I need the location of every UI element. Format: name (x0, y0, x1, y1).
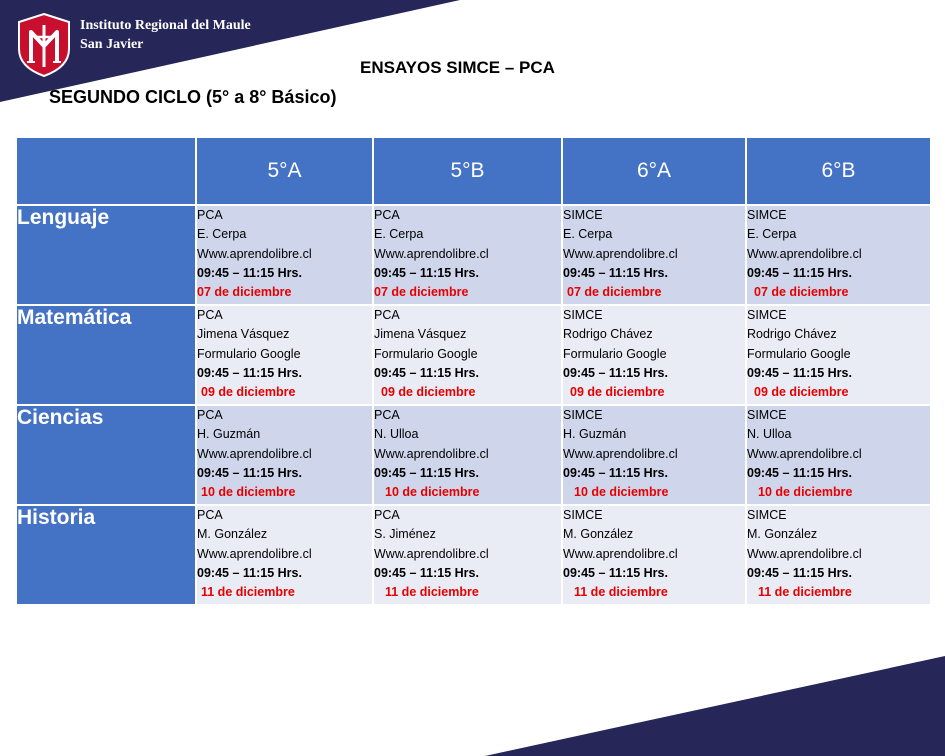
time-range: 09:45 – 11:15 Hrs. (747, 565, 852, 580)
schedule-cell (562, 405, 746, 505)
exam-date: 09 de diciembre (570, 385, 665, 400)
exam-date: 09 de diciembre (201, 385, 296, 400)
schedule-cell (196, 405, 373, 505)
exam-date: 11 de diciembre (385, 585, 479, 600)
teacher-name: Rodrigo Chávez (563, 327, 653, 342)
subject-label: Matemática (16, 305, 196, 405)
teacher-name: H. Guzmán (563, 427, 627, 442)
platform: Www.aprendolibre.cl (563, 546, 678, 561)
schedule-cell (562, 205, 746, 305)
schedule-cell (746, 405, 931, 505)
platform: Www.aprendolibre.cl (197, 446, 312, 461)
platform: Www.aprendolibre.cl (197, 246, 312, 261)
platform: Formulario Google (747, 346, 851, 361)
time-range: 09:45 – 11:15 Hrs. (747, 465, 852, 480)
column-header-6b: 6°B (746, 137, 931, 205)
exam-type: PCA (374, 508, 400, 522)
time-range: 09:45 – 11:15 Hrs. (374, 265, 479, 280)
teacher-name: N. Ulloa (747, 427, 792, 442)
schedule-cell (196, 505, 373, 605)
exam-type: PCA (197, 508, 223, 522)
page-subtitle: SEGUNDO CICLO (5° a 8° Básico) (49, 87, 337, 107)
exam-type: SIMCE (563, 408, 603, 422)
platform: Formulario Google (563, 346, 667, 361)
exam-date: 10 de diciembre (758, 485, 853, 500)
exam-type: SIMCE (747, 308, 787, 322)
teacher-name: Jimena Vásquez (374, 327, 467, 342)
platform: Www.aprendolibre.cl (563, 446, 678, 461)
teacher-name: Rodrigo Chávez (747, 327, 837, 342)
platform: Www.aprendolibre.cl (563, 246, 678, 261)
teacher-name: M. González (747, 527, 818, 542)
exam-date: 10 de diciembre (201, 485, 296, 500)
table-row (16, 405, 931, 505)
exam-type: PCA (374, 208, 400, 222)
schedule-cell (562, 305, 746, 405)
platform: Www.aprendolibre.cl (747, 546, 862, 561)
schedule-cell (373, 505, 562, 605)
exam-date: 09 de diciembre (754, 385, 849, 400)
exam-type: SIMCE (747, 408, 787, 422)
time-range: 09:45 – 11:15 Hrs. (197, 265, 302, 280)
teacher-name: N. Ulloa (374, 427, 419, 442)
schedule-table (15, 136, 932, 606)
schedule-cell (562, 505, 746, 605)
exam-type: PCA (374, 408, 400, 422)
exam-type: SIMCE (747, 208, 787, 222)
time-range: 09:45 – 11:15 Hrs. (374, 565, 479, 580)
institution-name (80, 16, 251, 54)
exam-date: 07 de diciembre (567, 285, 662, 300)
table-row (16, 205, 931, 305)
header-corner-cell (16, 137, 196, 205)
schedule-cell (746, 305, 931, 405)
time-range: 09:45 – 11:15 Hrs. (374, 365, 479, 380)
platform: Www.aprendolibre.cl (374, 446, 489, 461)
time-range: 09:45 – 11:15 Hrs. (197, 365, 302, 380)
exam-date: 11 de diciembre (758, 585, 852, 600)
schedule-cell (746, 205, 931, 305)
schedule-cell (373, 205, 562, 305)
table-header-row (16, 137, 931, 205)
table-row (16, 505, 931, 605)
institute-logo-icon (16, 13, 72, 77)
exam-date: 11 de diciembre (574, 585, 668, 600)
institution-line-1: Instituto Regional del Maule (80, 18, 251, 33)
teacher-name: E. Cerpa (563, 227, 613, 242)
time-range: 09:45 – 11:15 Hrs. (197, 565, 302, 580)
institution-line-2: San Javier (80, 37, 144, 52)
time-range: 09:45 – 11:15 Hrs. (563, 365, 668, 380)
platform: Www.aprendolibre.cl (374, 246, 489, 261)
subject-label: Lenguaje (16, 205, 196, 305)
page-title: ENSAYOS SIMCE – PCA (360, 58, 555, 77)
schedule-cell (373, 305, 562, 405)
platform: Www.aprendolibre.cl (747, 446, 862, 461)
exam-type: SIMCE (563, 208, 603, 222)
exam-type: PCA (197, 408, 223, 422)
subject-label: Ciencias (16, 405, 196, 505)
time-range: 09:45 – 11:15 Hrs. (563, 465, 668, 480)
time-range: 09:45 – 11:15 Hrs. (563, 265, 668, 280)
teacher-name: E. Cerpa (747, 227, 797, 242)
teacher-name: M. González (197, 527, 268, 542)
time-range: 09:45 – 11:15 Hrs. (747, 365, 852, 380)
schedule-cell (196, 205, 373, 305)
exam-type: SIMCE (563, 508, 603, 522)
exam-date: 10 de diciembre (385, 485, 480, 500)
exam-date: 07 de diciembre (197, 285, 292, 300)
exam-date: 07 de diciembre (754, 285, 849, 300)
platform: Www.aprendolibre.cl (747, 246, 862, 261)
teacher-name: H. Guzmán (197, 427, 261, 442)
schedule-cell (373, 405, 562, 505)
exam-date: 09 de diciembre (381, 385, 476, 400)
exam-date: 10 de diciembre (574, 485, 669, 500)
exam-date: 07 de diciembre (374, 285, 469, 300)
subject-label: Historia (16, 505, 196, 605)
column-header-6a: 6°A (562, 137, 746, 205)
teacher-name: E. Cerpa (374, 227, 424, 242)
footer-navy-band (485, 656, 945, 756)
teacher-name: S. Jiménez (374, 527, 436, 542)
exam-type: SIMCE (563, 308, 603, 322)
time-range: 09:45 – 11:15 Hrs. (374, 465, 479, 480)
exam-type: SIMCE (747, 508, 787, 522)
schedule-cell (746, 505, 931, 605)
platform: Www.aprendolibre.cl (197, 546, 312, 561)
exam-type: PCA (197, 308, 223, 322)
platform: Www.aprendolibre.cl (374, 546, 489, 561)
time-range: 09:45 – 11:15 Hrs. (747, 265, 852, 280)
column-header-5a: 5°A (196, 137, 373, 205)
table-row (16, 305, 931, 405)
exam-date: 11 de diciembre (201, 585, 295, 600)
time-range: 09:45 – 11:15 Hrs. (563, 565, 668, 580)
teacher-name: E. Cerpa (197, 227, 247, 242)
platform: Formulario Google (197, 346, 301, 361)
platform: Formulario Google (374, 346, 478, 361)
time-range: 09:45 – 11:15 Hrs. (197, 465, 302, 480)
schedule-cell (196, 305, 373, 405)
teacher-name: Jimena Vásquez (197, 327, 290, 342)
column-header-5b: 5°B (373, 137, 562, 205)
teacher-name: M. González (563, 527, 634, 542)
exam-type: PCA (374, 308, 400, 322)
exam-type: PCA (197, 208, 223, 222)
